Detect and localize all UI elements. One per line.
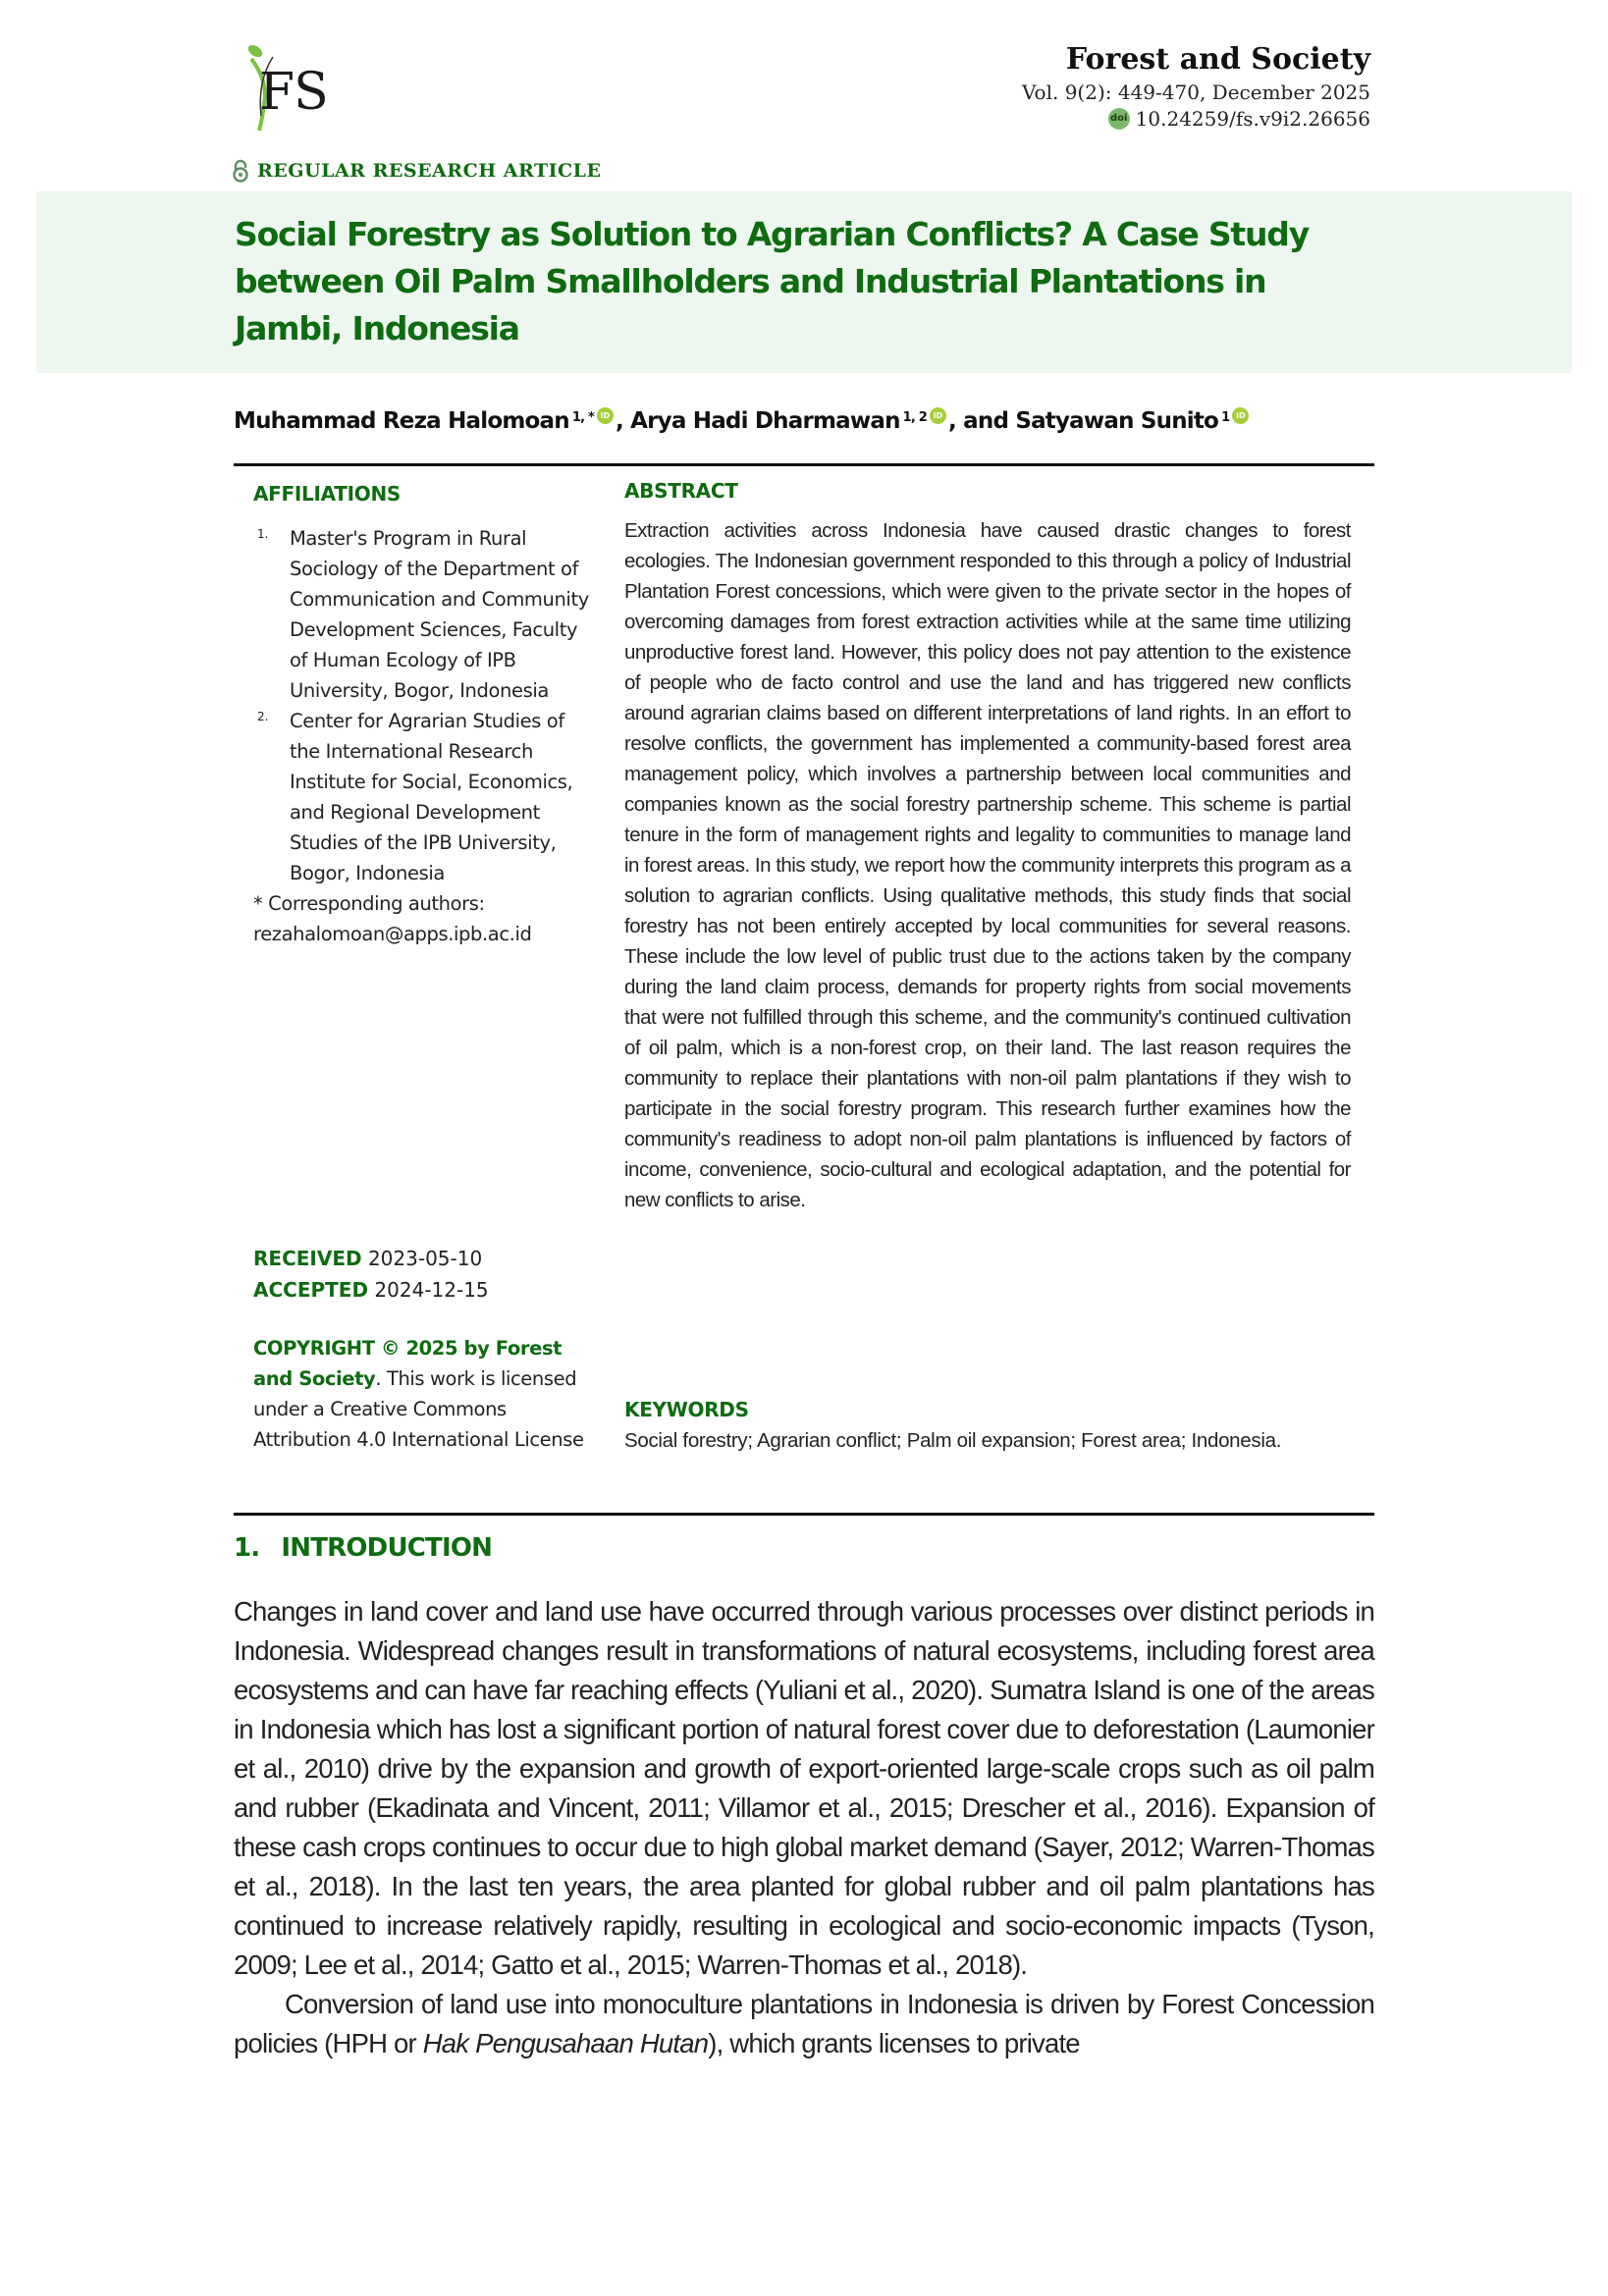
accepted-label: ACCEPTED xyxy=(253,1278,369,1302)
article-type xyxy=(232,159,601,183)
journal-info xyxy=(1022,41,1370,132)
affiliations-heading: AFFILIATIONS xyxy=(253,482,401,506)
author-name: Arya Hadi Dharmawan xyxy=(630,408,900,434)
introduction-heading xyxy=(234,1533,492,1563)
italic-term: Hak Pengusahaan Hutan xyxy=(422,2028,709,2058)
accepted-date: 2024-12-15 xyxy=(374,1278,489,1302)
affiliation-item xyxy=(253,706,597,888)
article-type-label: REGULAR RESEARCH ARTICLE xyxy=(257,160,602,182)
corresponding-label: * Corresponding authors: xyxy=(253,892,485,915)
logo-text: FS xyxy=(259,63,328,122)
keywords-text: Social forestry; Agrarian conflict; Palm oil expansion; Forest area; Indonesia. xyxy=(624,1429,1282,1452)
author-name: Muhammad Reza Halomoan xyxy=(234,408,569,434)
copyright-section xyxy=(253,1333,597,1455)
received-row xyxy=(253,1243,489,1274)
title-band xyxy=(36,191,1572,373)
orcid-icon[interactable]: iD xyxy=(597,407,614,424)
header-divider xyxy=(234,463,1374,466)
orcid-icon[interactable]: iD xyxy=(930,407,946,424)
license-text[interactable]: . This work is licensed under a Creative Commons Attribution 4.0 International License xyxy=(253,1367,584,1451)
corresponding-email[interactable]: rezahalomoan@apps.ipb.ac.id xyxy=(253,923,532,945)
affiliation-item xyxy=(253,523,597,706)
affiliation-number: 2. xyxy=(257,710,269,723)
copyright-label: COPYRIGHT © 2025 by Forest and Society xyxy=(253,1337,563,1390)
paragraph: Changes in land cover and land use have occurred through various processes over distinct periods in Indonesia. Widespread changes result in transformations of natural ecosystems, including forest area ecosystems and can have far reaching effects (Yuliani et al., 2020). Sumatra Island is one of the areas in Indonesia which has lost a significant portion of natural forest cover due to deforestation (Laumonier et al., 2010) drive by the expansion and growth of export-oriented large-scale crops such as oil palm and rubber (Ekadinata and Vincent, 2011; Villamor et al., 2015; Drescher et al., 2016). Expansion of these cash crops continues to occur due to high global market demand (Sayer, 2012; Warren-Thomas et al., 2018). In the last ten years, the area planted for global rubber and oil palm plantations has continued to increase relatively rapidly, resulting in ecological and socio-economic impacts (Tyson, 2009; Lee et al., 2014; Gatto et al., 2015; Warren-Thomas et al., 2018). xyxy=(234,1596,1374,1980)
article-title: Social Forestry as Solution to Agrarian Conflicts? A Case Study between Oil Palm Smallholders and Industrial Plantations in Jambi, Indonesia xyxy=(235,215,1310,347)
author-name: Satyawan Sunito xyxy=(1015,408,1219,434)
accepted-row xyxy=(253,1274,489,1306)
doi-icon: doi xyxy=(1108,108,1130,130)
received-label: RECEIVED xyxy=(253,1247,362,1270)
doi-line[interactable] xyxy=(1022,106,1370,132)
author-list xyxy=(234,408,1251,434)
abstract-text: Extraction activities across Indonesia have caused drastic changes to forest ecologies. The Indonesian government responded to this through a policy of Industrial Plantation Forest concessions, which were given to the private sector in the hopes of overcoming damages from forest extraction activities while at the same time utilizing unproductive forest land. However, this policy does not pay attention to the existence of people who de facto control and use the land and has triggered new conflicts around agrarian claims based on different interpretations of land rights. In an effort to resolve conflicts, the government has implemented a community-based forest area management policy, which involves a partnership between local communities and companies known as the social forestry partnership scheme. This scheme is partial tenure in the form of management rights and legality to communities to manage land in forest areas. In this study, we report how the community interprets this program as a solution to agrarian conflicts. Using qualitative methods, this study finds that social forestry has not been entirely accepted by local communities for several reasons. These include the low level of public trust due to the actions taken by the company during the land claim process, demands for property rights from social movements that were not fulfilled through this scheme, and the community's continued cultivation of oil palm, which is a non-forest crop, on their land. The last reason requires the community to replace their plantations with non-oil palm plantations if they wish to participate in the social forestry program. This research further examines how the community's readiness to adopt non-oil palm plantations is influenced by factors of income, convenience, socio-cultural and ecological adaptation, and the potential for new conflicts to arise. xyxy=(624,519,1351,1211)
received-date: 2023-05-10 xyxy=(367,1247,483,1270)
volume-info: Vol. 9(2): 449-470, December 2025 xyxy=(1021,80,1370,104)
dates-section xyxy=(253,1243,489,1306)
open-access-icon xyxy=(232,159,249,183)
affiliation-number: 1. xyxy=(257,527,269,541)
paragraph-text: Conversion of land use into monoculture plantations in Indonesia is driven by Forest Concession policies (HPH or xyxy=(234,1989,1374,2058)
paragraph xyxy=(234,1985,1374,2063)
journal-logo xyxy=(236,37,344,135)
abstract-heading: ABSTRACT xyxy=(624,479,738,503)
affiliations-section xyxy=(253,479,597,949)
abstract-section xyxy=(624,479,1351,1215)
paragraph-text: ), which grants licenses to private xyxy=(708,2028,1080,2058)
author-affil: 1 xyxy=(1221,409,1230,425)
author-separator: , and xyxy=(948,408,1016,434)
author-affil: 1, * xyxy=(571,409,594,425)
abstract-divider xyxy=(234,1513,1374,1516)
section-number: 1. xyxy=(234,1533,260,1563)
journal-name: Forest and Society xyxy=(1065,42,1370,77)
doi-link[interactable]: 10.24259/fs.v9i2.26656 xyxy=(1135,107,1370,131)
section-title: INTRODUCTION xyxy=(281,1533,493,1563)
author-affil: 1, 2 xyxy=(902,409,927,425)
keywords-heading: KEYWORDS xyxy=(624,1398,749,1421)
affiliation-text: Master's Program in Rural Sociology of the Department of Communication and Community Development Sciences, Faculty of Human Ecology of IPB University, Bogor, Indonesia xyxy=(290,527,589,702)
introduction-body xyxy=(234,1592,1374,2063)
keywords-section xyxy=(624,1398,1351,1456)
orcid-icon[interactable]: iD xyxy=(1232,407,1249,424)
author-separator: , xyxy=(615,408,631,434)
affiliations-list xyxy=(253,523,597,888)
affiliation-text: Center for Agrarian Studies of the International Research Institute for Social, Economics, and Regional Development Studies of the IPB University, Bogor, Indonesia xyxy=(290,710,573,884)
